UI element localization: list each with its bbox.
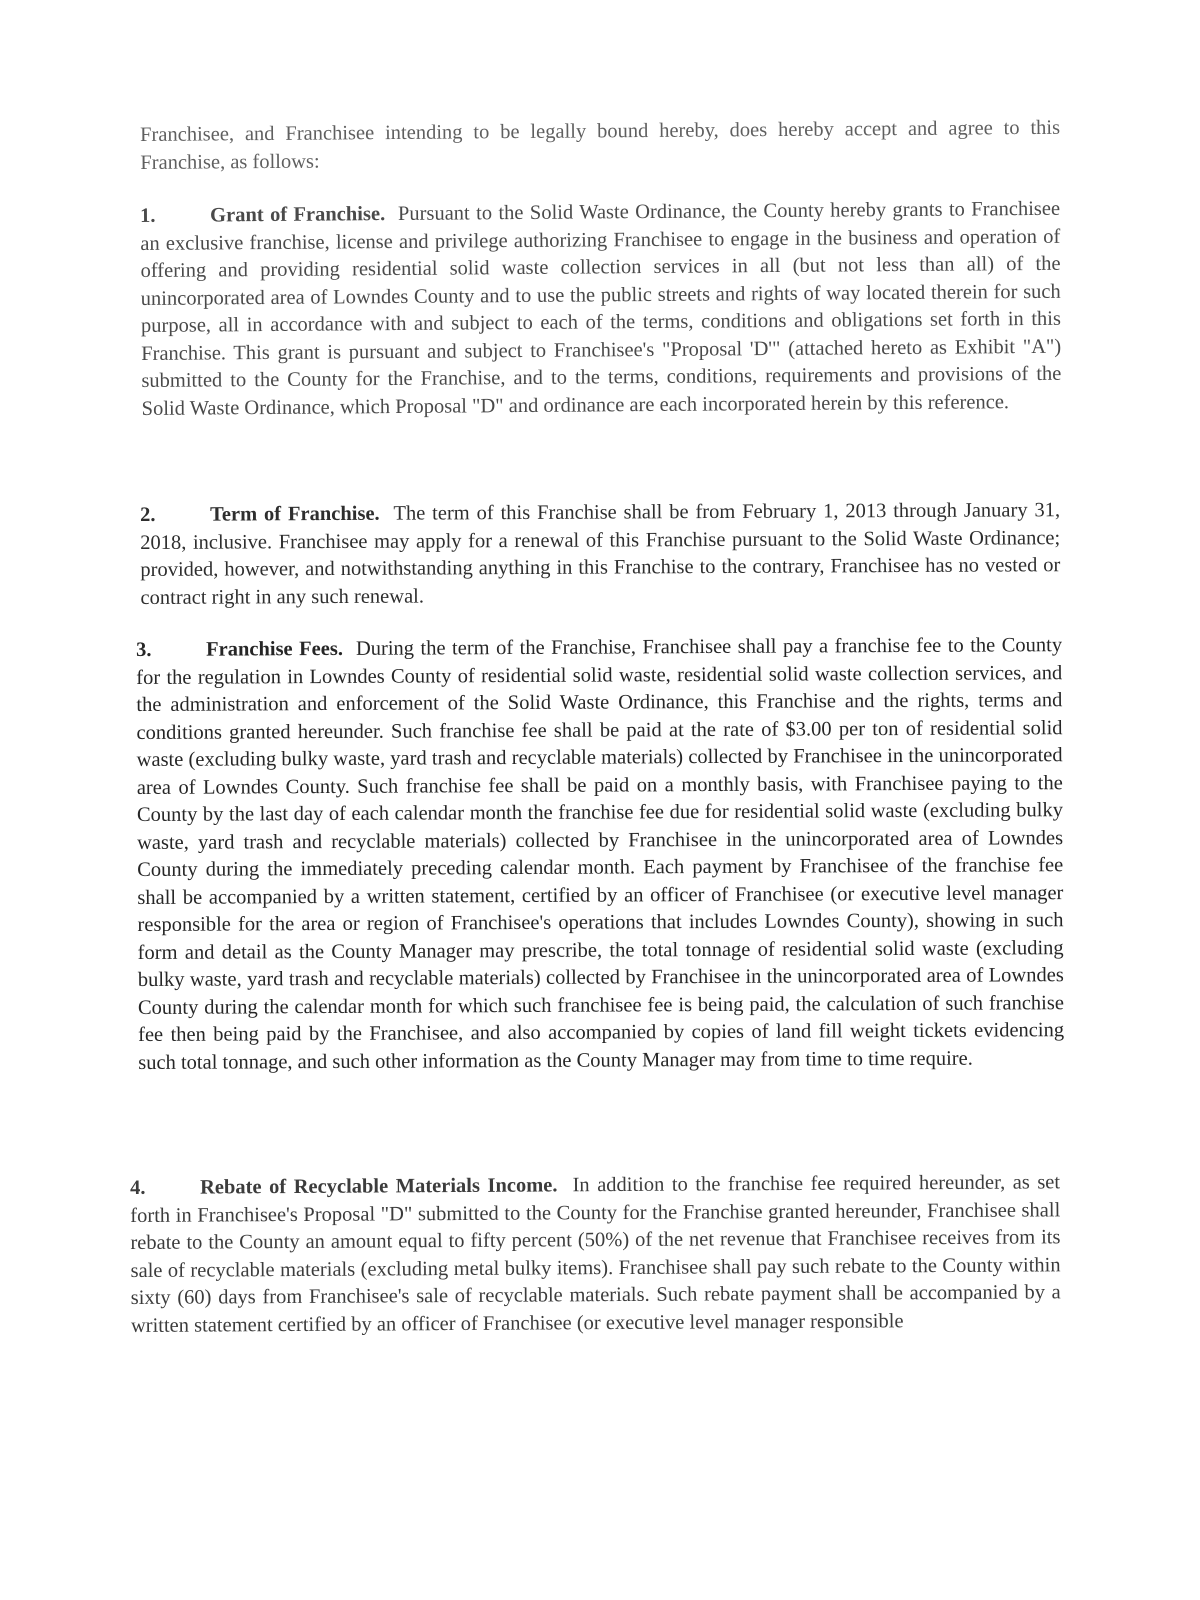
intro-paragraph: Franchisee, and Franchisee intending to be legally bound hereby, does hereby accept and agree to this Franchise, as follows: (140, 116, 1061, 174)
section-heading: Rebate of Recyclable Materials Income. (200, 1174, 558, 1199)
section-number: 4. (130, 1176, 146, 1199)
section-body: In addition to the franchise fee required hereunder, as set forth in Franchisee's Proposal "D" submitted to the County for the Franchise granted hereunder, Franchisee shall rebate to the County an amount equal to fifty percent (50%) of the net revenue that Franchisee receives from its sale of recyclable materials (excluding metal bulky items). Franchisee shall pay such rebate to the County within sixty (60) days from Franchisee's sale of recyclable materials. Such rebate payment shall be accompanied by a written statement certified by an officer of Franchisee (or executive level manager responsible (130, 1171, 1061, 1337)
section-term-of-franchise (140, 497, 1061, 612)
section-rebate-of-recyclable-materials (130, 1169, 1061, 1340)
section-number: 1. (140, 204, 156, 227)
section-grant-of-franchise (140, 196, 1062, 423)
section-franchise-fees (136, 632, 1064, 1077)
section-number: 3. (136, 638, 152, 661)
section-body: Pursuant to the Solid Waste Ordinance, the County hereby grants to Franchisee an exclusive franchise, license and privilege authorizing Franchisee to engage in the business and operation of offering and providing residential solid waste collection services in all (but not less than all) of the unincorporated area of Lowndes County and to use the public streets and rights of way located therein for such purpose, all in accordance with and subject to each of the terms, conditions and obligations set forth in this Franchise. This grant is pursuant and subject to Franchisee's "Proposal 'D'" (attached hereto as Exhibit "A") submitted to the County for the Franchise, and to the terms, conditions, requirements and provisions of the Solid Waste Ordinance, which Proposal "D" and ordinance are each incorporated herein by this reference. (140, 197, 1062, 420)
section-number: 2. (140, 503, 156, 526)
section-heading: Franchise Fees. (206, 637, 343, 661)
section-body: The term of this Franchise shall be from February 1, 2013 through January 31, 2018, inclusive. Franchisee may apply for a renewal of this Franchise pursuant to the Solid Waste Ordinance; provided, however, and notwithstanding anything in this Franchise to the contrary, Franchisee has no vested or contract right in any such renewal. (140, 499, 1061, 609)
section-heading: Grant of Franchise. (210, 203, 386, 227)
section-body: During the term of the Franchise, Franchisee shall pay a franchise fee to the County for the regulation in Lowndes County of residential solid waste, residential solid waste collection services, and the administration and enforcement of the Solid Waste Ordinance, this Franchise and the rights, terms and conditions granted hereunder. Such franchise fee shall be paid at the rate of $3.00 per ton of residential solid waste (excluding bulky waste, yard trash and recyclable materials) collected by Franchisee in the unincorporated area of Lowndes County. Such franchise fee shall be paid on a monthly basis, with Franchisee paying to the County by the last day of each calendar month the franchise fee due for residential solid waste (excluding bulky waste, yard trash and recyclable materials) collected by Franchisee in the unincorporated area of Lowndes County during the immediately preceding calendar month. Each payment by Franchisee of the franchise fee shall be accompanied by a written statement, certified by an officer of Franchisee (or executive level manager responsible for the area or region of Franchisee's operations that includes Lowndes County), showing in such form and detail as the County Manager may prescribe, the total tonnage of residential solid waste (excluding bulky waste, yard trash and recyclable materials) collected by Franchisee in the unincorporated area of Lowndes County during the calendar month for which such franchisee fee is being paid, the calculation of such franchise fee then being paid by the Franchisee, and also accompanied by copies of land fill weight tickets evidencing such total tonnage, and such other information as the County Manager may from time to time require. (136, 634, 1065, 1074)
section-heading: Term of Franchise. (210, 502, 380, 526)
